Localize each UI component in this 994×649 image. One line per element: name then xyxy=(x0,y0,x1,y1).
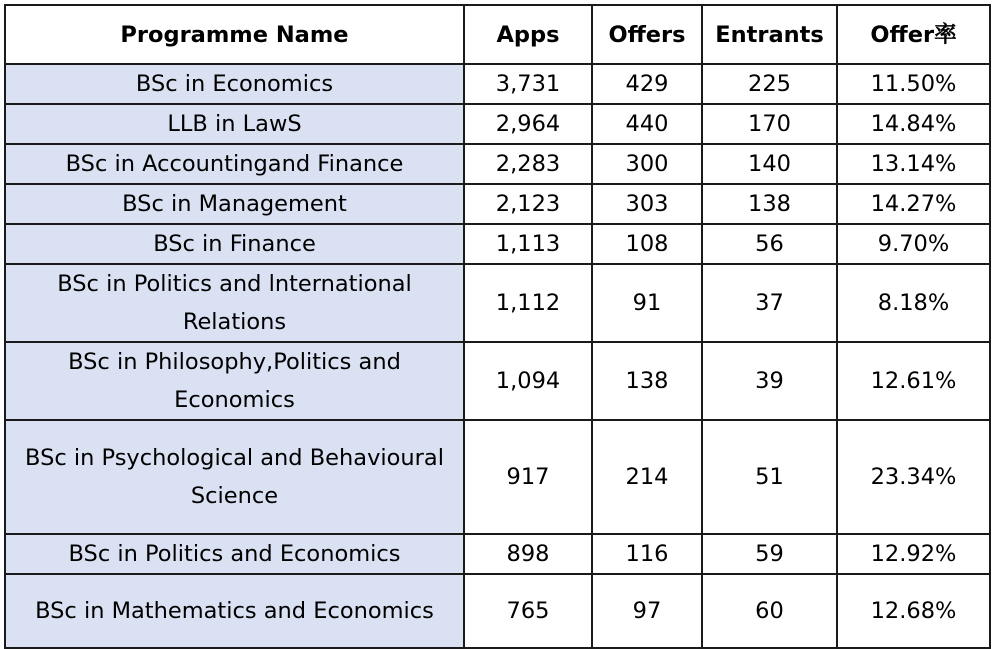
offer-rate-cell: 13.14% xyxy=(837,144,990,184)
offers-cell: 303 xyxy=(592,184,702,224)
table-row xyxy=(5,264,990,342)
entrants-cell: 225 xyxy=(702,64,837,104)
offers-cell: 108 xyxy=(592,224,702,264)
entrants-cell: 56 xyxy=(702,224,837,264)
apps-cell: 2,123 xyxy=(464,184,592,224)
table-row xyxy=(5,420,990,534)
offers-cell: 97 xyxy=(592,574,702,648)
header-apps: Apps xyxy=(464,5,592,64)
apps-cell: 3,731 xyxy=(464,64,592,104)
programme-name-cell: BSc in Psychological and Behavioural Science xyxy=(5,420,464,534)
apps-cell: 765 xyxy=(464,574,592,648)
table-row xyxy=(5,534,990,574)
programme-name-cell: BSc in Finance xyxy=(5,224,464,264)
apps-cell: 1,094 xyxy=(464,342,592,420)
offer-rate-cell: 12.61% xyxy=(837,342,990,420)
offers-cell: 440 xyxy=(592,104,702,144)
apps-cell: 917 xyxy=(464,420,592,534)
entrants-cell: 138 xyxy=(702,184,837,224)
apps-cell: 898 xyxy=(464,534,592,574)
offer-rate-cell: 8.18% xyxy=(837,264,990,342)
entrants-cell: 39 xyxy=(702,342,837,420)
programme-name-cell: BSc in Politics and lnternational Relations xyxy=(5,264,464,342)
entrants-cell: 170 xyxy=(702,104,837,144)
table-row xyxy=(5,104,990,144)
header-offer-rate: Offer率 xyxy=(837,5,990,64)
offers-cell: 91 xyxy=(592,264,702,342)
header-row xyxy=(5,5,990,64)
apps-cell: 2,964 xyxy=(464,104,592,144)
offers-cell: 429 xyxy=(592,64,702,104)
table-row xyxy=(5,224,990,264)
admissions-table xyxy=(4,4,991,649)
programme-name-cell: BSc in Philosophy,Politics and Economics xyxy=(5,342,464,420)
programme-name-cell: BSc in Management xyxy=(5,184,464,224)
offer-rate-cell: 12.68% xyxy=(837,574,990,648)
offers-cell: 138 xyxy=(592,342,702,420)
offer-rate-cell: 12.92% xyxy=(837,534,990,574)
offer-rate-cell: 14.84% xyxy=(837,104,990,144)
programme-name-cell: BSc in Accountingand Finance xyxy=(5,144,464,184)
header-programme-name: Programme Name xyxy=(5,5,464,64)
apps-cell: 1,113 xyxy=(464,224,592,264)
programme-name-cell: BSc in Politics and Economics xyxy=(5,534,464,574)
entrants-cell: 60 xyxy=(702,574,837,648)
table-row xyxy=(5,574,990,648)
table-row xyxy=(5,342,990,420)
offers-cell: 214 xyxy=(592,420,702,534)
table-row xyxy=(5,184,990,224)
programme-name-cell: BSc in Mathematics and Economics xyxy=(5,574,464,648)
offer-rate-cell: 11.50% xyxy=(837,64,990,104)
offer-rate-cell: 23.34% xyxy=(837,420,990,534)
apps-cell: 2,283 xyxy=(464,144,592,184)
header-entrants: Entrants xyxy=(702,5,837,64)
table-row xyxy=(5,144,990,184)
entrants-cell: 140 xyxy=(702,144,837,184)
offer-rate-cell: 14.27% xyxy=(837,184,990,224)
entrants-cell: 37 xyxy=(702,264,837,342)
offers-cell: 116 xyxy=(592,534,702,574)
offers-cell: 300 xyxy=(592,144,702,184)
entrants-cell: 51 xyxy=(702,420,837,534)
programme-name-cell: LLB in LawS xyxy=(5,104,464,144)
programme-name-cell: BSc in Economics xyxy=(5,64,464,104)
header-offers: Offers xyxy=(592,5,702,64)
table-row xyxy=(5,64,990,104)
entrants-cell: 59 xyxy=(702,534,837,574)
offer-rate-cell: 9.70% xyxy=(837,224,990,264)
apps-cell: 1,112 xyxy=(464,264,592,342)
